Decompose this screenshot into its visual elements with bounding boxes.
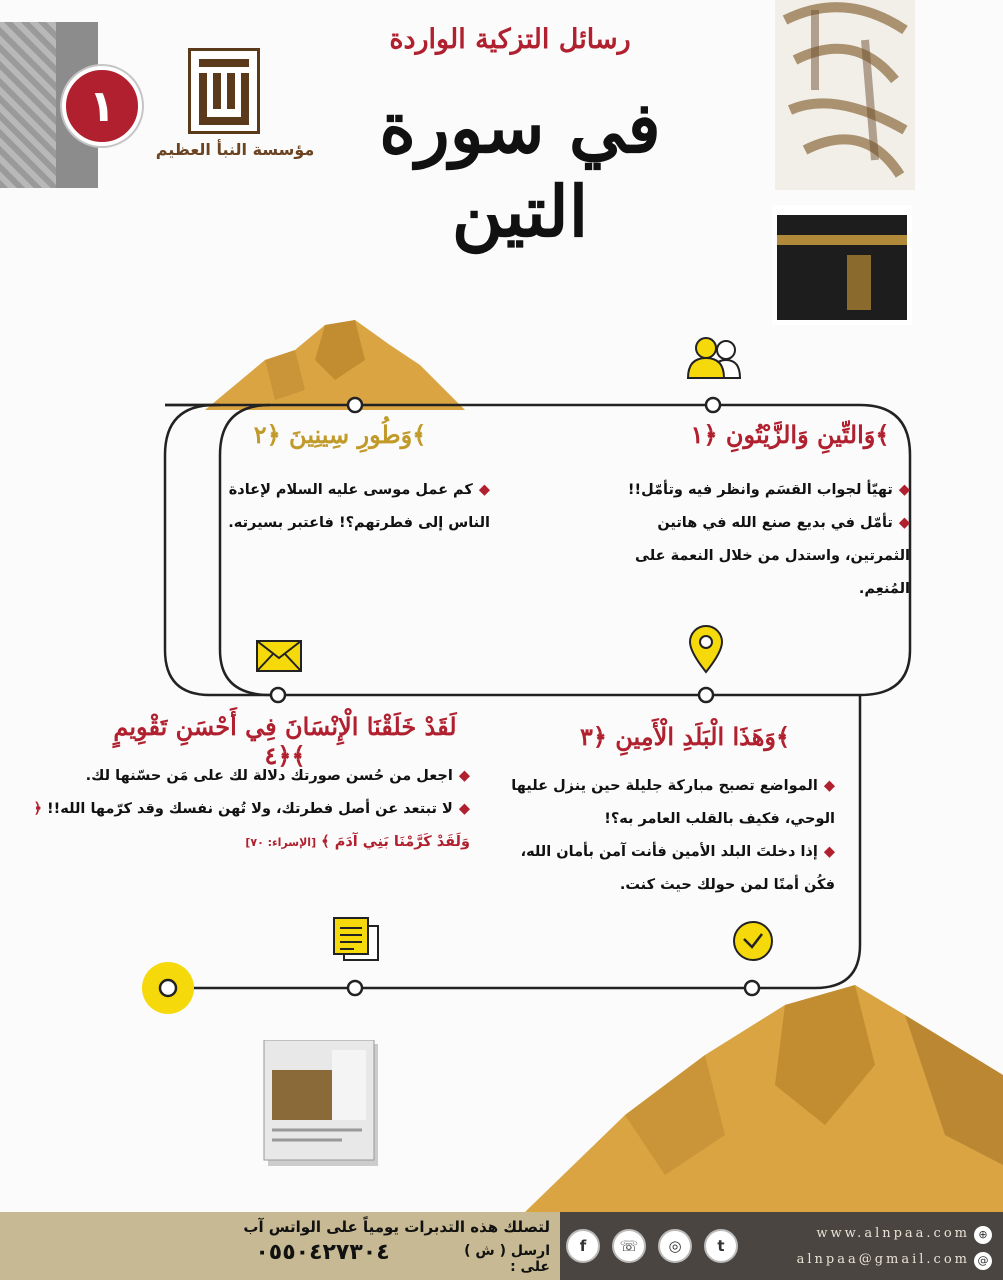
phone-number[interactable]: ٠٥٥٠٤٢٧٣٠٤: [255, 1240, 390, 1265]
section-1-title: وَالتِّينِ وَالزَّيْتُونِ ﴿١﴾: [690, 420, 890, 449]
section-1-bullets: [610, 474, 910, 606]
twitter-icon[interactable]: t: [704, 1229, 738, 1263]
instagram-icon[interactable]: ◎: [658, 1229, 692, 1263]
email-link[interactable]: alnpaa@gmail.com: [796, 1252, 970, 1267]
section-4-bullet-1: ◆اجعل من حُسن صورتك دلالة لك على مَن حسّنها لك.: [85, 768, 470, 784]
verse-reference: [الإسراء: ٧٠]: [245, 836, 317, 849]
episode-number-badge: ١: [62, 66, 142, 146]
whatsapp-subscribe-text: لتصلك هذه التدبرات يومياً على الواتس آب: [243, 1218, 550, 1236]
section-3-bullet-1: ◆المواضع تصبح مباركة جليلة حين ينزل عليها الوحي، فكيف بالقلب العامر به؟!: [511, 778, 835, 827]
section-4-bullet-2: ◆لا تبتعد عن أصل فطرتك، ولا تُهن نفسك وقد كرّمها الله!! ﴿ وَلَقَدْ كَرَّمْنَا بَنِي آدَمَ ﴾ [الإسراء: ٧٠]: [33, 801, 470, 850]
section-2-bullets: [190, 474, 490, 540]
envelope-icon: [256, 640, 302, 672]
section-4-title: لَقَدْ خَلَقْنَا الْإِنْسَانَ فِي أَحْسَنِ تَقْوِيمٍ ﴿٤﴾: [113, 712, 457, 770]
website-link[interactable]: www.alnpaa.com: [816, 1226, 970, 1241]
book-cover-image: [262, 1040, 392, 1170]
facebook-icon[interactable]: f: [566, 1229, 600, 1263]
section-2-bullet-1: ◆كم عمل موسى عليه السلام لإعادة الناس إلى فطرتهم؟! فاعتبر بسيرته.: [228, 482, 490, 531]
globe-icon: ⊕: [974, 1226, 992, 1244]
section-1-bullet-1: ◆تهيّأ لجواب القسَم وانظر فيه وتأمّل!!: [627, 482, 910, 498]
page-title: في سورة التين: [379, 86, 661, 253]
section-1-bullet-2: ◆تأمّل في بديع صنع الله في هاتين الثمرتين، واستدل من خلال النعمة على المُنعِم.: [635, 515, 910, 597]
at-sign-icon: @: [974, 1252, 992, 1270]
send-instruction: ارسل ( ش ) على :: [464, 1243, 550, 1275]
section-3-title: وَهَذَا الْبَلَدِ الْأَمِينِ ﴿٣﴾: [579, 722, 791, 751]
users-icon: [684, 336, 746, 380]
whatsapp-icon[interactable]: ☏: [612, 1229, 646, 1263]
section-2-title: وَطُورِ سِينِينَ ﴿٢﴾: [253, 420, 427, 449]
document-icon: [332, 916, 382, 964]
check-circle-icon: [732, 920, 774, 962]
page-subtitle: رسائل التزكية الواردة: [389, 24, 631, 55]
logo-name: مؤسسة النبأ العظيم: [155, 140, 315, 159]
section-3-bullets: [505, 770, 835, 902]
quran-verse: ﴿ وَلَقَدْ كَرَّمْنَا بَنِي آدَمَ ﴾: [33, 801, 470, 850]
section-3-bullet-2: ◆إذا دخلتَ البلد الأمين فأنت آمن بأمان الله، فكُن أمنًا لمن حولك حيث كنت.: [520, 844, 835, 893]
section-4-bullets: [30, 760, 470, 859]
location-pin-icon: [688, 624, 724, 674]
